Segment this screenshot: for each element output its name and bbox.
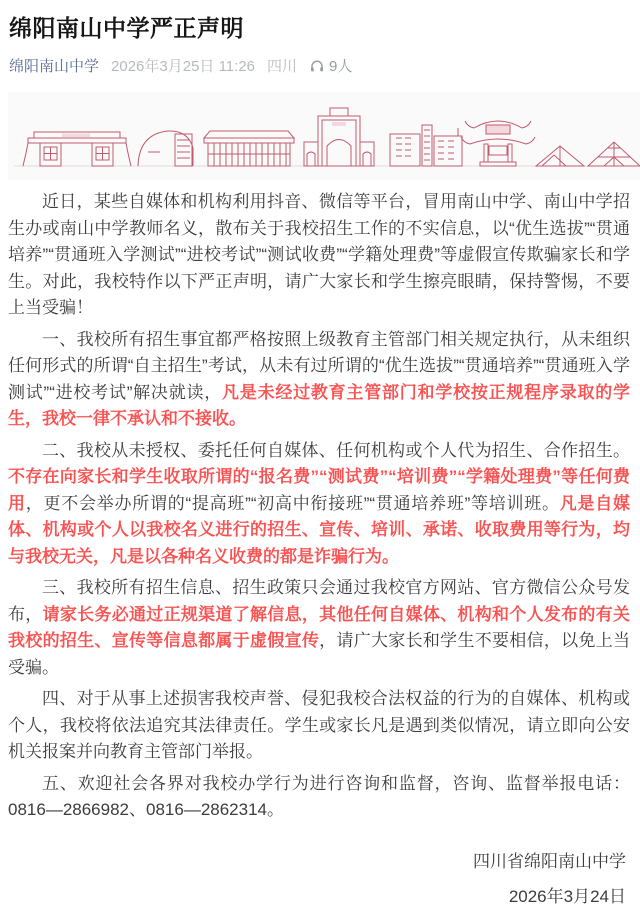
highlighted-red-text: 不存在向家长和学生收取所谓的“报名费”“测试费”“培训费”“学籍处理费”等任何费用 bbox=[8, 467, 630, 513]
paragraph bbox=[8, 189, 630, 322]
listen-count: 9人 bbox=[329, 58, 353, 75]
modern-towers-building bbox=[390, 125, 462, 166]
highlighted-red-text: 凡是未经过教育主管部门和学校按正规程序录取的学生，我校一律不承认和不接收。 bbox=[8, 382, 631, 428]
paragraph bbox=[8, 327, 630, 433]
campus-banner-illustration bbox=[8, 92, 640, 180]
body-text: 一、我校所有招生事宜都严格按照上级教育主管部门相关规定执行，从未组织任何形式的所谓“自主招生”考试，从未有过所谓的“优生选拔”“贯通培养”“贯通班入学测试”“进校考试”解决就读， bbox=[8, 329, 630, 402]
arch-gate-building bbox=[304, 108, 374, 166]
columned-hall-building bbox=[204, 131, 294, 166]
author-link[interactable]: 绵阳南山中学 bbox=[9, 58, 100, 75]
gate-building bbox=[23, 132, 131, 166]
article-body bbox=[0, 180, 640, 824]
body-text: 近日，某些自媒体和机构利用抖音、微信等平台，冒用南山中学、南山中学招生办或南山中学教师名义，散布关于我校招生工作的不实信息，以“优生选拔”“贯通培养”“贯通班入学测试”“进校考试”“测试收费”“学籍处理费”等虚假宣传欺骗家长和学生。对此，我校特作以下严正声明，请广大家长和学生擦亮眼睛，保持警惕，不要上当受骗！ bbox=[8, 192, 630, 317]
dome-building bbox=[138, 131, 193, 166]
body-text: 五、欢迎社会各界对我校办学行为进行咨询和监督，咨询、监督举报电话：0816—2866982、0816—2862314。 bbox=[8, 773, 630, 819]
headphones-icon bbox=[309, 58, 325, 74]
pyramid-buildings bbox=[536, 142, 640, 166]
paragraph bbox=[8, 575, 630, 681]
paragraph bbox=[8, 686, 630, 766]
highlighted-red-text: 凡是自媒体、机构或个人以我校名义进行的招生、宣传、培训、承诺、收取费用等行为，均与我校无关，凡是以各种名义收费的都是诈骗行为。 bbox=[8, 493, 631, 566]
body-text: ，更不会举办所谓的“提高班”“初高中衔接班”“贯通培养班”等培训班。 bbox=[25, 493, 560, 513]
signature-date: 2026年3月24日 bbox=[508, 886, 626, 906]
body-text: 四、对于从事上述损害我校声誉、侵犯我校合法权益的行为的自媒体、机构或个人，我校将依法追究其法律责任。学生或家长凡是遇到类似情况，请立即向公安机关报案并向教育主管部门举报。 bbox=[8, 689, 630, 761]
article-signature bbox=[0, 844, 640, 914]
body-text: 三、我校所有招生信息、招生政策只会通过我校官方网站、官方微信公众号发布， bbox=[8, 578, 630, 624]
page-title: 绵阳南山中学严正声明 bbox=[9, 15, 244, 41]
highlighted-red-text: 请家长务必通过正规渠道了解信息，其他任何自媒体、机构和个人发布的有关我校的招生、宣传等信息都属于虚假宣传 bbox=[8, 604, 631, 650]
signature-name: 四川省绵阳南山中学 bbox=[473, 851, 626, 871]
publish-location: 四川 bbox=[267, 58, 298, 75]
paragraph bbox=[8, 438, 630, 571]
listen-count-button[interactable] bbox=[309, 55, 352, 76]
publish-date: 2026年3月25日 11:26 bbox=[111, 58, 256, 75]
article-header bbox=[0, 0, 640, 76]
pagoda-gate-building bbox=[461, 121, 535, 166]
body-text: 二、我校从未授权、委托任何自媒体、任何机构或个人代为招生、合作招生。 bbox=[42, 440, 630, 460]
article-meta bbox=[9, 55, 628, 76]
paragraph bbox=[8, 771, 630, 824]
body-text: ，请广大家长和学生不要相信，以免上当受骗。 bbox=[8, 631, 631, 677]
